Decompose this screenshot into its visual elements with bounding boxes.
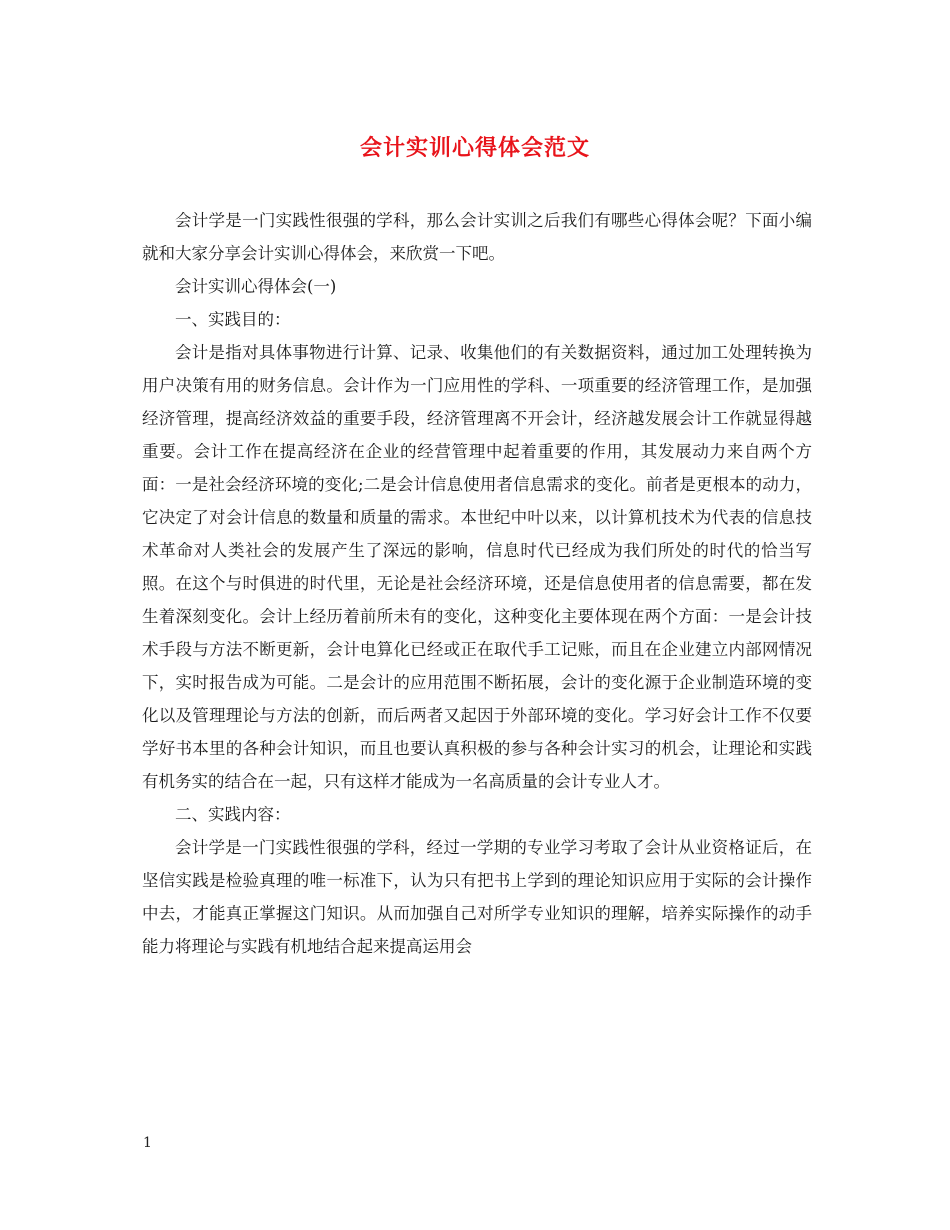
subheading-content: 二、实践内容： (175, 805, 291, 824)
intro-paragraph: 会计学是一门实践性很强的学科，那么会计实训之后我们有哪些心得体会呢？下面小编就和大家分享会计实训心得体会，来欣赏一下吧。 (142, 211, 812, 263)
section-heading-part-one: 会计实训心得体会(一) (175, 277, 337, 296)
content-paragraph: 会计学是一门实践性很强的学科，经过一学期的专业学习考取了会计从业资格证后，在坚信实践是检验真理的唯一标准下，认为只有把书上学到的理论知识应用于实际的会计操作中去，才能真正掌握这门知识。从而加强自己对所学专业知识的理解，培养实际操作的动手能力将理论与实践有机地结合起来提高运用会 (142, 838, 812, 956)
purpose-paragraph: 会计是指对具体事物进行计算、记录、收集他们的有关数据资料，通过加工处理转换为用户决策有用的财务信息。会计作为一门应用性的学科、一项重要的经济管理工作，是加强经济管理，提高经济效益的重要手段，经济管理离不开会计，经济越发展会计工作就显得越重要。会计工作在提高经济在企业的经营管理中起着重要的作用，其发展动力来自两个方面：一是社会经济环境的变化;二是会计信息使用者信息需求的变化。前者是更根本的动力，它决定了对会计信息的数量和质量的需求。本世纪中叶以来，以计算机技术为代表的信息技术革命对人类社会的发展产生了深远的影响，信息时代已经成为我们所处的时代的恰当写照。在这个与时俱进的时代里，无论是社会经济环境，还是信息使用者的信息需要，都在发生着深刻变化。会计上经历着前所未有的变化，这种变化主要体现在两个方面：一是会计技术手段与方法不断更新，会计电算化已经或正在取代手工记账，而且在企业建立内部网情况下，实时报告成为可能。二是会计的应用范围不断拓展，会计的变化源于企业制造环境的变化以及管理理论与方法的创新，而后两者又起因于外部环境的变化。学习好会计工作不仅要学好书本里的各种会计知识，而且也要认真积极的参与各种会计实习的机会，让理论和实践有机务实的结合在一起，只有这样才能成为一名高质量的会计专业人才。 (142, 343, 812, 791)
document-body (142, 204, 812, 963)
subheading-purpose: 一、实践目的： (175, 310, 291, 329)
document-title: 会计实训心得体会范文 (359, 135, 590, 161)
page-number: 1 (143, 1135, 152, 1151)
